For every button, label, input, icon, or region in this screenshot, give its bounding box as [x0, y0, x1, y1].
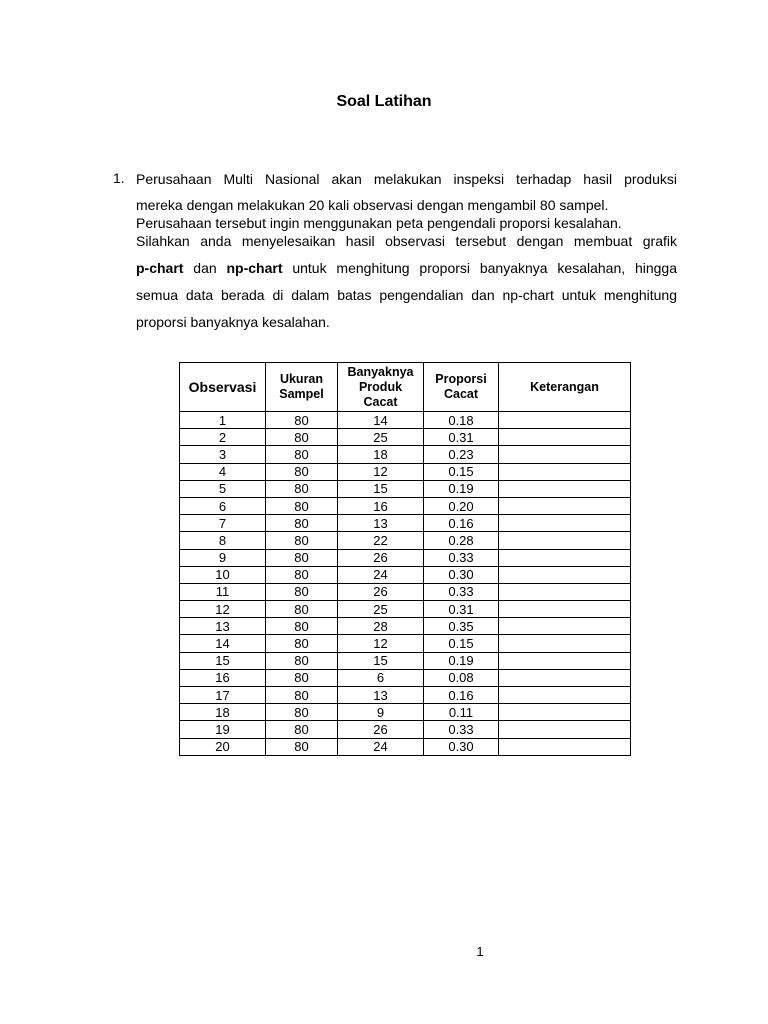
cell-keterangan: [499, 738, 631, 755]
cell-proporsi-cacat: 0.15: [424, 463, 499, 480]
cell-produk-cacat: 24: [338, 738, 424, 755]
question-number: 1.: [113, 170, 125, 186]
cell-observasi: 8: [180, 532, 266, 549]
cell-produk-cacat: 24: [338, 566, 424, 583]
cell-ukuran-sampel: 80: [266, 497, 338, 514]
question-line-1: Perusahaan Multi Nasional akan melakukan inspeksi terhadap hasil produksi: [136, 171, 677, 187]
cell-ukuran-sampel: 80: [266, 429, 338, 446]
cell-proporsi-cacat: 0.20: [424, 497, 499, 514]
table-row: [180, 497, 631, 514]
cell-ukuran-sampel: 80: [266, 412, 338, 429]
cell-ukuran-sampel: 80: [266, 669, 338, 686]
cell-keterangan: [499, 687, 631, 704]
cell-observasi: 6: [180, 497, 266, 514]
table-row: [180, 549, 631, 566]
header-banyaknya-line-2: Produk: [358, 379, 403, 394]
cell-produk-cacat: 13: [338, 687, 424, 704]
header-proporsi-cacat: [424, 363, 499, 412]
table-row: [180, 480, 631, 497]
cell-keterangan: [499, 721, 631, 738]
cell-ukuran-sampel: 80: [266, 721, 338, 738]
table-row: [180, 738, 631, 755]
table-row: [180, 721, 631, 738]
header-proporsi-line-2: Cacat: [443, 387, 479, 401]
cell-observasi: 7: [180, 515, 266, 532]
cell-produk-cacat: 13: [338, 515, 424, 532]
table-row: [180, 463, 631, 480]
cell-ukuran-sampel: 80: [266, 583, 338, 600]
question-line-3: Perusahaan tersebut ingin menggunakan peta pengendali proporsi kesalahan.: [136, 215, 622, 231]
cell-produk-cacat: 26: [338, 583, 424, 600]
cell-proporsi-cacat: 0.31: [424, 429, 499, 446]
cell-proporsi-cacat: 0.30: [424, 566, 499, 583]
cell-proporsi-cacat: 0.11: [424, 704, 499, 721]
table-row: [180, 669, 631, 686]
header-banyaknya-line-3: Cacat: [363, 394, 398, 409]
cell-proporsi-cacat: 0.18: [424, 412, 499, 429]
header-ukuran-line-2: Sampel: [279, 387, 324, 401]
header-proporsi-line-1: Proporsi: [435, 372, 487, 386]
table-row: [180, 446, 631, 463]
cell-proporsi-cacat: 0.30: [424, 738, 499, 755]
cell-proporsi-cacat: 0.19: [424, 480, 499, 497]
cell-produk-cacat: 12: [338, 635, 424, 652]
cell-proporsi-cacat: 0.16: [424, 687, 499, 704]
cell-keterangan: [499, 429, 631, 446]
cell-ukuran-sampel: 80: [266, 549, 338, 566]
table-row: [180, 532, 631, 549]
cell-observasi: 18: [180, 704, 266, 721]
cell-ukuran-sampel: 80: [266, 566, 338, 583]
cell-produk-cacat: 26: [338, 549, 424, 566]
table-row: [180, 566, 631, 583]
cell-ukuran-sampel: 80: [266, 635, 338, 652]
cell-proporsi-cacat: 0.28: [424, 532, 499, 549]
cell-keterangan: [499, 601, 631, 618]
cell-proporsi-cacat: 0.31: [424, 601, 499, 618]
table-row: [180, 601, 631, 618]
header-keterangan: Keterangan: [499, 363, 631, 412]
cell-keterangan: [499, 566, 631, 583]
cell-keterangan: [499, 652, 631, 669]
cell-produk-cacat: 14: [338, 412, 424, 429]
table-row: [180, 652, 631, 669]
cell-produk-cacat: 15: [338, 480, 424, 497]
observation-table: [179, 362, 631, 756]
table-row: [180, 583, 631, 600]
cell-observasi: 9: [180, 549, 266, 566]
cell-observasi: 15: [180, 652, 266, 669]
table-row: [180, 687, 631, 704]
header-banyaknya-line-1: Banyaknya: [347, 364, 414, 379]
cell-observasi: 4: [180, 463, 266, 480]
cell-observasi: 16: [180, 669, 266, 686]
cell-ukuran-sampel: 80: [266, 652, 338, 669]
cell-produk-cacat: 12: [338, 463, 424, 480]
cell-ukuran-sampel: 80: [266, 532, 338, 549]
cell-keterangan: [499, 532, 631, 549]
cell-proporsi-cacat: 0.35: [424, 618, 499, 635]
cell-observasi: 13: [180, 618, 266, 635]
cell-keterangan: [499, 515, 631, 532]
cell-ukuran-sampel: 80: [266, 687, 338, 704]
cell-observasi: 5: [180, 480, 266, 497]
header-ukuran-sampel: [266, 363, 338, 412]
table-row: [180, 429, 631, 446]
cell-proporsi-cacat: 0.33: [424, 549, 499, 566]
header-banyaknya-produk-cacat: [338, 363, 424, 412]
table-row: [180, 635, 631, 652]
table-row: [180, 515, 631, 532]
cell-keterangan: [499, 618, 631, 635]
cell-observasi: 12: [180, 601, 266, 618]
cell-produk-cacat: 22: [338, 532, 424, 549]
cell-produk-cacat: 26: [338, 721, 424, 738]
cell-keterangan: [499, 549, 631, 566]
cell-produk-cacat: 6: [338, 669, 424, 686]
cell-produk-cacat: 9: [338, 704, 424, 721]
cell-observasi: 11: [180, 583, 266, 600]
cell-observasi: 14: [180, 635, 266, 652]
cell-ukuran-sampel: 80: [266, 738, 338, 755]
question-line-5-rest: untuk menghitung proporsi banyaknya kesalahan, hingga: [282, 260, 677, 276]
cell-proporsi-cacat: 0.15: [424, 635, 499, 652]
cell-keterangan: [499, 704, 631, 721]
cell-observasi: 20: [180, 738, 266, 755]
cell-produk-cacat: 25: [338, 601, 424, 618]
cell-ukuran-sampel: 80: [266, 601, 338, 618]
cell-proporsi-cacat: 0.08: [424, 669, 499, 686]
cell-ukuran-sampel: 80: [266, 463, 338, 480]
question-line-4: Silahkan anda menyelesaikan hasil observasi tersebut dengan membuat grafik: [136, 233, 677, 249]
header-ukuran-line-1: Ukuran: [279, 372, 324, 386]
np-chart-term: np-chart: [226, 260, 283, 276]
cell-keterangan: [499, 669, 631, 686]
table-row: [180, 704, 631, 721]
cell-proporsi-cacat: 0.33: [424, 721, 499, 738]
cell-observasi: 10: [180, 566, 266, 583]
cell-keterangan: [499, 635, 631, 652]
cell-keterangan: [499, 446, 631, 463]
cell-keterangan: [499, 583, 631, 600]
cell-observasi: 19: [180, 721, 266, 738]
page-title: Soal Latihan: [336, 93, 432, 110]
header-observasi: Observasi: [180, 363, 266, 412]
cell-proporsi-cacat: 0.16: [424, 515, 499, 532]
page-number: 1: [476, 944, 484, 959]
question-line-5-mid: dan: [183, 260, 227, 276]
cell-produk-cacat: 28: [338, 618, 424, 635]
cell-observasi: 3: [180, 446, 266, 463]
cell-ukuran-sampel: 80: [266, 618, 338, 635]
cell-proporsi-cacat: 0.33: [424, 583, 499, 600]
cell-keterangan: [499, 497, 631, 514]
cell-observasi: 2: [180, 429, 266, 446]
cell-produk-cacat: 15: [338, 652, 424, 669]
table-row: [180, 618, 631, 635]
cell-produk-cacat: 16: [338, 497, 424, 514]
question-line-2: mereka dengan melakukan 20 kali observasi dengan mengambil 80 sampel.: [136, 197, 609, 213]
cell-observasi: 17: [180, 687, 266, 704]
cell-keterangan: [499, 412, 631, 429]
cell-ukuran-sampel: 80: [266, 446, 338, 463]
table-header-row: [180, 363, 631, 412]
cell-observasi: 1: [180, 412, 266, 429]
cell-ukuran-sampel: 80: [266, 515, 338, 532]
cell-ukuran-sampel: 80: [266, 480, 338, 497]
cell-keterangan: [499, 463, 631, 480]
cell-produk-cacat: 25: [338, 429, 424, 446]
cell-ukuran-sampel: 80: [266, 704, 338, 721]
cell-keterangan: [499, 480, 631, 497]
question-line-5: [136, 259, 677, 277]
p-chart-term: p-chart: [136, 260, 184, 276]
question-line-7: proporsi banyaknya kesalahan.: [136, 314, 330, 330]
question-line-6: semua data berada di dalam batas pengendalian dan np-chart untuk menghitung: [136, 287, 677, 303]
cell-proporsi-cacat: 0.19: [424, 652, 499, 669]
cell-produk-cacat: 18: [338, 446, 424, 463]
table-row: [180, 412, 631, 429]
cell-proporsi-cacat: 0.23: [424, 446, 499, 463]
